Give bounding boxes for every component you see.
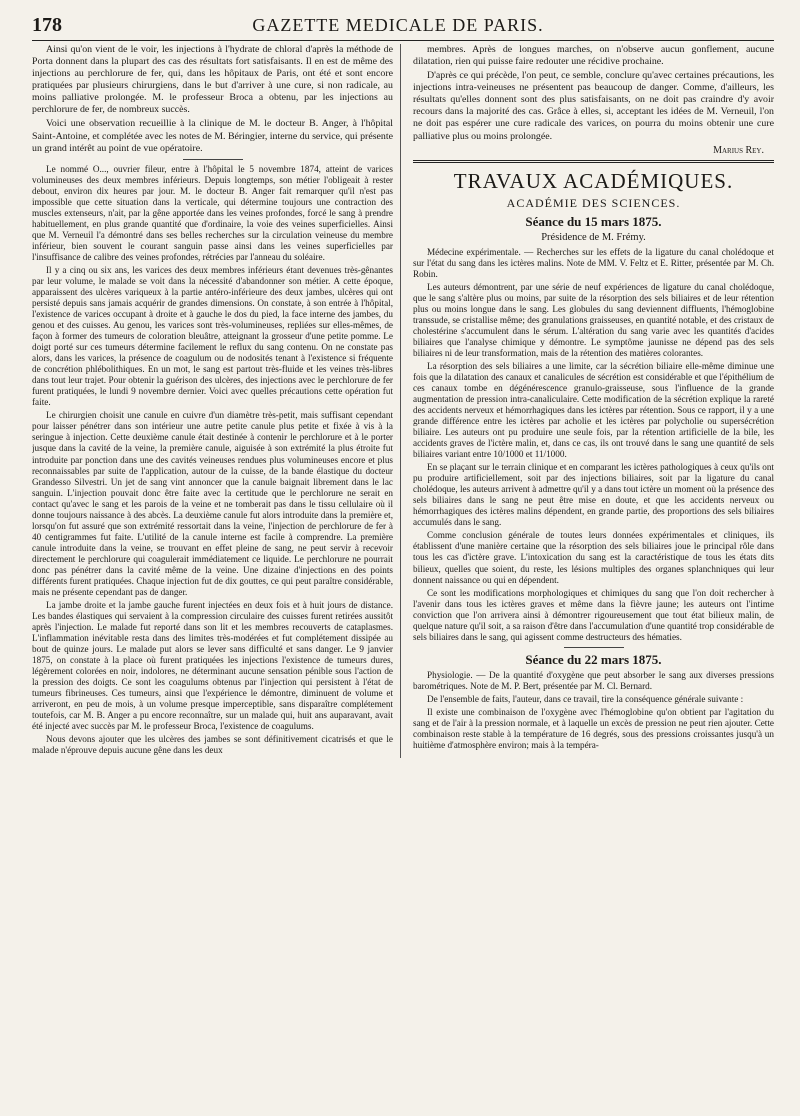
session-heading: Séance du 15 mars 1875. xyxy=(525,213,662,229)
paragraph: Comme conclusion générale de toutes leurs données expérimentales et cliniques, ils établissent d'une manière certaine que la résorption des sels biliaires joue le principal rôle dans tous les cas d'ictère grave. L'intoxication du sang est la caractéristique de tous les états dits bilieux, quelles que soient, du reste, les lésions multiples des organes splanchniques qui leur donnent naissance ou qui en dépendent. xyxy=(413,530,774,585)
text-columns xyxy=(32,44,774,758)
paragraph: D'après ce qui précède, l'on peut, ce semble, conclure qu'avec certaines précautions, les injections intra-veineuses ne présentent pas beaucoup de danger. Comme, d'ailleurs, les résultats qu'elles donnent sont des plus satisfaisants, on ne doit pas craindre d'y avoir recours dans la majorité des cas. Grâce à elles, si, acceptant les idées de M. Verneuil, l'on ne doit pas espérer une cure radicale des varices, on pourra du moins obtenir une cure palliative plus ou moins prolongée. xyxy=(413,70,774,142)
page-number: 178 xyxy=(32,14,62,36)
paragraph: La résorption des sels biliaires a une limite, car la sécrétion biliaire elle-même diminue une fois que la dilatation des canaux et canalicules de sécrétion est considérable et que l'épithélium de ces canaux tombe en dégénérescence granulo-graisseuse, sous l'influence de la grande augmentation de pression intra-canaliculaire. Cette modification de la sécrétion explique la rareté des accidents nerveux et hémorrhagiques dans les ictères par rétention. Sous ce rapport, il y a une grande différence entre les ictères par acholie et les ictères par polycholie ou supersécrétion biliaire. Les auteurs ont pu produire une seule fois, par la rétention artificielle de la bile, les accidents graves de l'ictère malin, et, dans ce cas, ils ont trouvé dans le sang une quantité de sels biliaires variant entre 10/1000 et 11/1000. xyxy=(413,360,774,460)
paragraph: membres. Après de longues marches, on n'observe aucun gonflement, aucune dilatation, rien qui puisse faire redouter une récidive prochaine. xyxy=(413,44,774,68)
divider xyxy=(183,159,243,160)
paragraph: Voici une observation recueillie à la clinique de M. le docteur B. Anger, à l'hôpital Saint-Antoine, et complétée avec les notes de M. Béringier, interne du service, qui présente un grand intérêt au point de vue opératoire. xyxy=(32,118,393,154)
academy-heading: ACADÉMIE DES SCIENCES. xyxy=(506,195,681,210)
paragraph: Le chirurgien choisit une canule en cuivre d'un diamètre très-petit, mais suffisant cependant pour laisser pénétrer dans son intérieur une autre petite canule plus petite et fixée à vis à la seringue à injection. Cette deuxième canule était destinée à contenir le perchlorure et à le porter jusque dans la cavité de la veine, la première canule, aiguisée à son extrémité la plus étroite fut introduite par ponction dans une des cavités veineuses rendues plus volumineuses encore et plus reconnaissables par suite de l'application, autour de la cuisse, de la bande élastique du docteur Grandesso Silvestri. Un jet de sang vint annoncer que la canule baignait librement dans le lac sanguin. L'injection pouvait donc être faite avec la certitude que le perchlorure ne serait en contact qu'avec le sang et les parois de la veine et ne tomberait pas dans le tissu cellulaire où il donne toujours naissance à des abcès. La deuxième canule fut alors introduite dans la première et, lorsqu'on fut assuré que son extrémité ressortait dans la veine, l'injection de perchlorure de fer à 40 centigrammes fut faite. L'utilité de la canule interne est facile à comprendre. La première canule introduite dans la veine, se trouvant en effet pleine de sang, ne peut servir à recevoir directement le perchlorure qui coagulerait immédiatement ce liquide. Le perchlorure ne pourrait donc pas pénétrer dans la cavité même de la veine. Une dizaine d'injections en des points différents furent pratiquées. Chaque injection fut de dix gouttes, ce qui peut paraître considérable, mais ne présente cependant pas de danger. xyxy=(32,410,393,597)
paragraph: Ce sont les modifications morphologiques et chimiques du sang que l'on doit rechercher à l'avenir dans tous les ictères graves et même dans la fièvre jaune; les auteurs ont l'intime conviction que l'on arrivera ainsi à démontrer rigoureusement que tout état bilieux malin, de quelque nature qu'il soit, a sa raison d'être dans l'accumulation d'une quantité trop considérable de sels biliaires dans le sang, qui agissent comme destructeurs des hématies. xyxy=(413,587,774,642)
section-title: TRAVAUX ACADÉMIQUES. xyxy=(453,168,734,193)
paragraph: Nous devons ajouter que les ulcères des jambes se sont définitivement cicatrisés et que le malade n'éprouve depuis aucune gêne dans les deux xyxy=(32,734,393,756)
divider xyxy=(564,647,624,648)
paragraph: En se plaçant sur le terrain clinique et en comparant les ictères pathologiques à ceux qu'ils ont pu produire artificiellement, soit par des injections biliaires, soit par la ligature du canal cholédoque, les auteurs arrivent à admettre qu'il y a dans tout ictère un moment où la présence des sels biliaires dans le sang ne peut être mise en doute, et que les accidents nerveux ou hémorrhagiques des ictères malins dépendent, en grande partie, des proportions des sels biliaires accumulés dans le sang. xyxy=(413,462,774,528)
paragraph: Les auteurs démontrent, par une série de neuf expériences de ligature du canal cholédoque, que le sang s'altère plus ou moins, par suite de la résorption des sels biliaires et de leur rétention plus ou moins longue dans le sang. Les globules du sang deviennent diffluents, l'hémoglobine transsude, se cristallise même; des granulations graisseuses, en quantité notable, et des cristaux de cholestérine s'accumulent dans le sérum. L'altération du sang varie avec les quantités d'acides biliaires que l'analyse chimique y démontre. Le symptôme jaunisse ne dépend pas des sels biliaires ni de leur transformation, mais de la rétention des matières colorantes. xyxy=(413,281,774,358)
right-column xyxy=(413,44,774,758)
paragraph: Il y a cinq ou six ans, les varices des deux membres inférieurs étant devenues très-gênantes par leur volume, le malade se voit dans la nécessité d'abandonner son métier. A cette époque, apparaissent des ulcères variqueux à la partie antéro-inférieure des deux jambes, ulcères qui ont persisté depuis sans jamais acquérir de grandes dimensions. On constate, à son entrée à l'hôpital, l'existence de varices occupant à droite et à gauche le dos du pied, la face interne des jambes, du genou et des cuisses. Au genou, les varices sont très-volumineuses, repliées sur elles-mêmes, de façon à former des tumeurs de coloration bleuâtre, atteignant la grosseur d'une petite pomme. Le doigt porté sur ces tumeurs détermine facilement le reflux du sang contenu. On ne constate pas alors, dans les varices, la présence de coagulum ou de nodosités tenant à l'existence si fréquente de concrétion phlébolithiques. En un mot, le sang est partout très-fluide et les veines très-libres dans tout leur trajet. Pour obtenir la guérison des ulcères, des injections avec le perchlorure de fer furent pratiquées, le lundi 9 novembre dernier. Voici avec quelles précautions cette opération fut faite. xyxy=(32,264,393,408)
journal-title: GAZETTE MEDICALE DE PARIS. xyxy=(252,15,544,35)
paper-title: Physiologie. — De la quantité d'oxygène que peut absorber le sang aux diverses pressions barométriques. Note de M. P. Bert, présentée par M. Cl. Bernard. xyxy=(413,669,774,691)
paragraph: Le nommé O..., ouvrier fileur, entre à l'hôpital le 5 novembre 1874, atteint de varices volumineuses des deux membres inférieurs. Depuis longtemps, son métier l'obligeait à rester debout, environ dix heures par jour. M. le docteur B. Anger fait remarquer qu'il n'est pas impossible que cette situation dans la verticale, qui détermine toujours une contraction des muscles extenseurs, n'ait, par la gêne apportée dans les veines profondes, forcé le sang à prendre habituellement, en plus grande quantité que d'ordinaire, la voie des veines superficielles. Ainsi que M. Verneuil l'a démontré dans ses belles recherches sur la circulation veineuse du membre inférieur, bien souvent le courant sanguin passe ainsi dans les veines superficielles par l'insuffisance de calibre des veines profondes, rétrécies par l'anneau du soléaire. xyxy=(32,163,393,262)
left-column xyxy=(32,44,401,758)
paragraph: Ainsi qu'on vient de le voir, les injections à l'hydrate de chloral d'après la méthode de Porta donnent dans la plupart des cas des résultats fort satisfaisants. Il en est de même des injections au perchlorure de fer, qui, dans les hôpitaux de Paris, ont été et sont encore pratiquées par plusieurs chirurgiens, dans le but d'arriver à une cure, si non radicale, au moins palliative prolongée. M. le professeur Broca a obtenu, par les injections au perchlorure de fer, de nombreux succès. xyxy=(32,44,393,116)
divider xyxy=(413,160,774,163)
session-heading: Séance du 22 mars 1875. xyxy=(525,651,662,667)
paragraph: La jambe droite et la jambe gauche furent injectées en deux fois et à huit jours de distance. Les bandes élastiques qui servaient à la compression circulaire des cuisses furent retirées aussitôt après l'injection. Le malade fut reporté dans son lit et les membres recouverts de cataplasmes. L'inflammation inévitable resta dans des limites très-modérées et fut complétement dissipée au bout de quinze jours. Le malade put alors se lever sans difficulté et sans danger. Le 9 janvier 1875, on constate à la place où furent pratiquées les injections l'existence de tumeurs dures, légèrement colorées en noir, indolores, ne déterminant aucune sensation pénible sous l'action de la pression des doigts. Ce sont les coagulums obtenus par l'injection qui persistent à l'état de tumeurs fibrineuses. Ces tumeurs, ainsi que l'expérience le démontre, diminuent de volume et arriveront, en peu de mois, à un volume presque imperceptible, sans disparaître complétement toutefois, car M. B. Anger a pu encore reconnaître, sur un malade qui, huit ans auparavant, avait été injecté avec succès par M. le professeur Broca, l'existence de coagulums. xyxy=(32,599,393,732)
paragraph: De l'ensemble de faits, l'auteur, dans ce travail, tire la conséquence générale suivante : xyxy=(427,693,744,704)
paragraph: Il existe une combinaison de l'oxygène avec l'hémoglobine qu'on obtient par l'agitation du sang et de l'air à la pression normale, et à laquelle un excès de pression ne peut rien ajouter. Cette combinaison reste stable à la température de 16 degrés, sous des pressions croissantes jusqu'à un huitième d'atmosphère environ; mais à la tempéra- xyxy=(413,706,774,750)
presidency-line: Présidence de M. Frémy. xyxy=(541,231,646,243)
paper-title: Médecine expérimentale. — Recherches sur les effets de la ligature du canal cholédoque et sur l'état du sang dans les ictères malins. Note de MM. V. Feltz et E. Ritter, présentée par M. Ch. Robin. xyxy=(413,246,774,279)
signature: Marius Rey. xyxy=(713,144,764,156)
running-head xyxy=(32,14,774,41)
